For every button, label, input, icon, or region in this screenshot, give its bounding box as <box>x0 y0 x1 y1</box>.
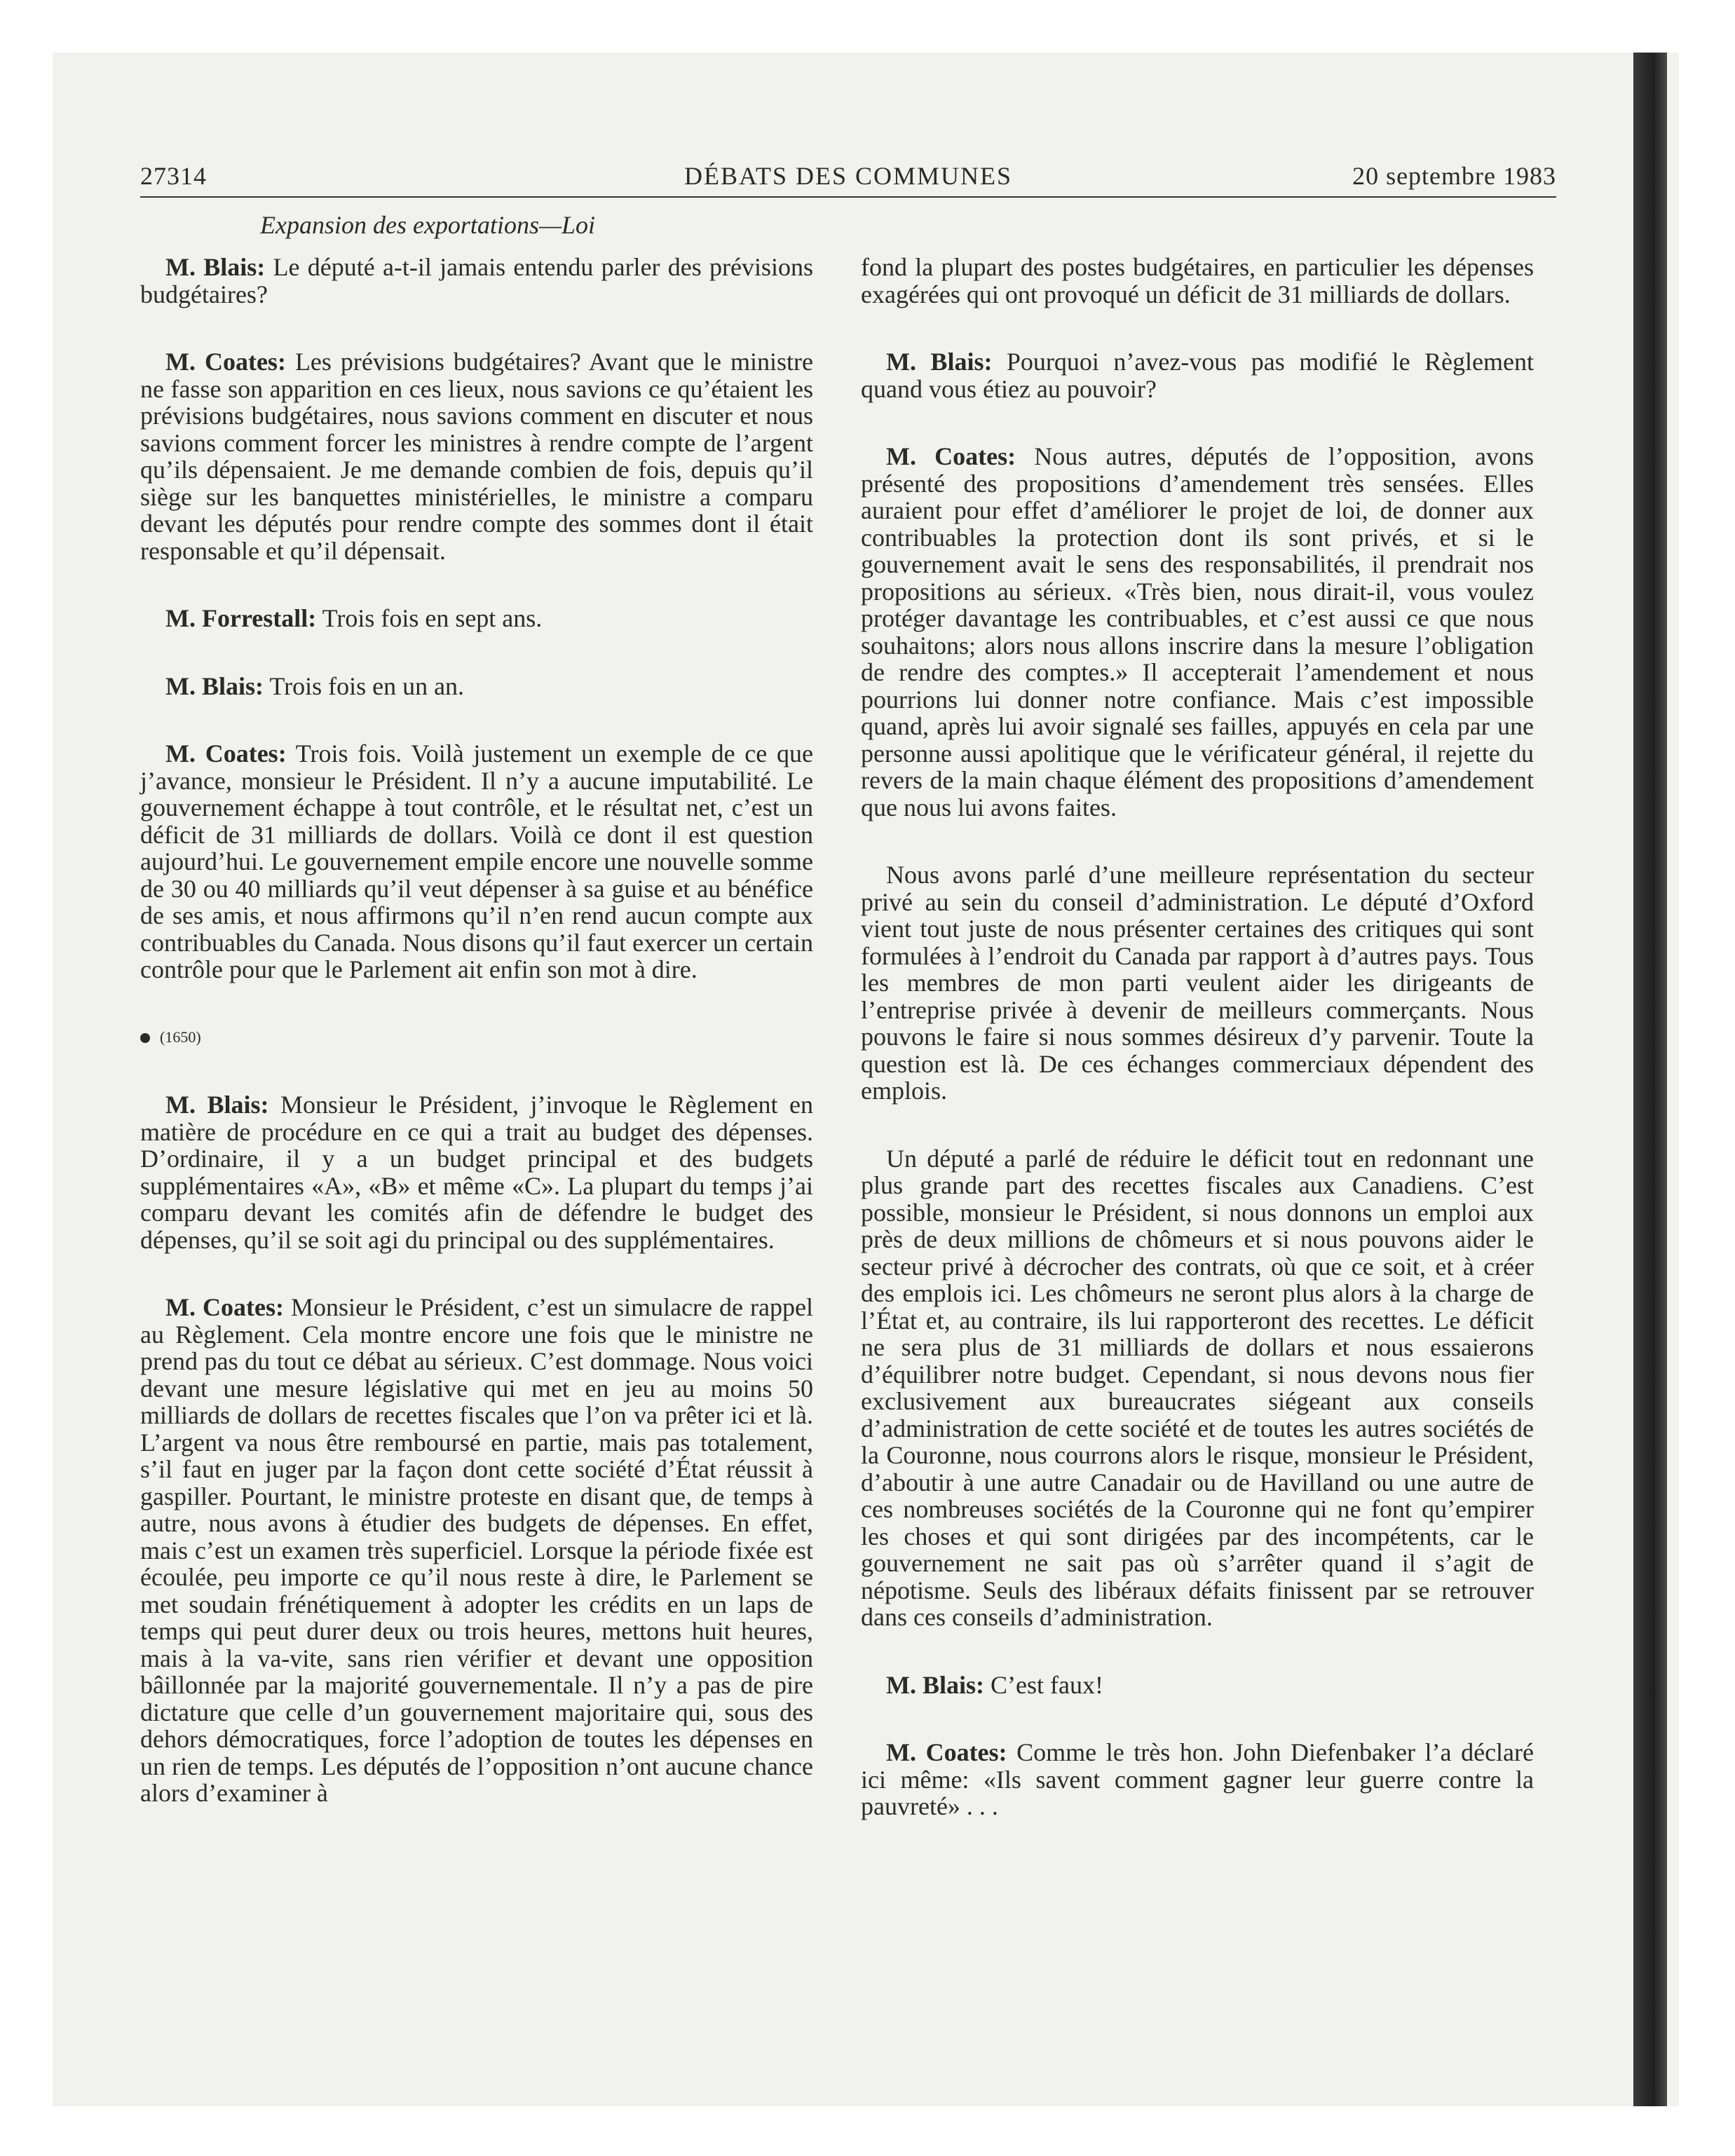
speaker-name: M. Blais: <box>165 253 266 281</box>
speech-text: Un député a parlé de réduire le déficit tout en redonnant une plus grande part des recettes fiscales aux Canadiens. C’est possible, monsieur le Président, si nous donnons un emploi aux près de deux millions de chômeurs et si nous pouvons aider le secteur privé à décrocher des contrats, où que ce soit, et à créer des emplois ici. Les chômeurs ne seront plus alors à la charge de l’État et, au contraire, ils lui rapporteront des recettes. Le déficit ne sera plus de 31 milliards de dollars et nous essaierons d’équilibrer notre budget. Cependant, si nous devons nous fier exclusivement aux bureaucrates siégeant aux conseils d’administration de cette société et de toutes les autres sociétés de la Couronne, nous courrons alors le risque, monsieur le Président, d’aboutir à une autre Canadair ou de Havilland ou une autre de ces nombreuses sociétés de la Couronne qui ne font qu’empirer les choses et qui sont dirigées par des incompétents, car le gouvernement ne sait pas où s’arrêter quand il s’agit de népotisme. Seuls des libéraux défaits finissent par se retrouver dans ces conseils d’administration. <box>861 1144 1534 1631</box>
speaker-name: M. Blais: <box>886 348 993 376</box>
time-marker <box>140 1024 813 1051</box>
speech-text: Les prévisions budgétaires? Avant que le ministre ne fasse son apparition en ces lieux, nous savions ce qu’étaient les prévisions budgétaires, nous savions comment en discuter et nous savions comment forcer les ministres à rendre compte de l’argent qu’ils dépensaient. Je me demande combien de fois, depuis qu’il siège sur les banquettes ministérielles, le ministre a comparu devant les députés pour rendre compte des sommes dont il était responsable et qu’il dépensait. <box>140 348 814 565</box>
speaker-name: M. Forrestall: <box>165 604 317 632</box>
time-marker-text: (1650) <box>160 1028 201 1046</box>
speaker-name: M. Coates: <box>165 1293 284 1321</box>
speech-text: Pourquoi n’avez-vous pas modifié le Règlement quand vous étiez au pouvoir? <box>861 348 1534 403</box>
right-column <box>861 254 1534 1861</box>
speech-paragraph <box>140 740 813 983</box>
speech-text: Nous avons parlé d’une meilleure représentation du secteur privé au sein du conseil d’administration. Le député d’Oxford vient tout juste de nous présenter certaines des critiques qui sont formulées à l’endroit du Canada par rapport à d’autres pays. Tous les membres de mon parti veulent aider les dirigeants de l’entreprise privée à devenir de meilleurs commerçants. Nous pouvons le faire si nous sommes désireux d’y parvenir. Toute la question est là. De ces échanges commerciaux dépendent des emplois. <box>861 861 1534 1105</box>
speech-text: fond la plupart des postes budgétaires, en particulier les dépenses exagérées qui ont provoqué un déficit de 31 milliards de dollars. <box>861 253 1534 308</box>
header-rule <box>140 196 1556 198</box>
speech-text: Comme le très hon. John Diefenbaker l’a déclaré ici même: «Ils savent comment gagner leur guerre contre la pauvreté» . . . <box>861 1738 1534 1820</box>
speaker-name: M. Blais: <box>165 671 264 700</box>
speaker-name: M. Blais: <box>165 1091 269 1119</box>
speech-paragraph <box>140 348 813 564</box>
speech-text: Monsieur le Président, c’est un simulacre de rappel au Règlement. Cela montre encore une fois que le ministre ne prend pas du tout ce débat au sérieux. C’est dommage. Nous voici devant une mesure législative qui met en jeu au moins 50 milliards de dollars de recettes fiscales que l’on va prêter ici et là. L’argent va nous être remboursé en partie, mais pas totalement, s’il faut en juger par la façon dont cette société d’État réussit à gaspiller. Pourtant, le ministre proteste en disant que, de temps à autre, nous avons à étudier des budgets de dépenses. En effet, mais c’est un examen très superficiel. Lorsque la période fixée est écoulée, peu importe ce qu’il nous reste à dire, le Parlement se met soudain frénétiquement à adopter les crédits en un laps de temps qui peut durer deux ou trois heures, mettons huit heures, mais à la va-vite, sans rien vérifier et devant une opposition bâillonnée par la majorité gouvernementale. Il n’y a pas de pire dictature que celle d’un gouvernement majoritaire qui, sous des dehors démocratiques, force l’adoption de toutes les dépenses en un rien de temps. Les députés de l’opposition n’ont aucune chance alors d’examiner à <box>140 1293 813 1807</box>
speech-text: Trois fois en sept ans. <box>322 604 543 632</box>
speech-text: Trois fois en un an. <box>269 671 465 700</box>
journal-title: DÉBATS DES COMMUNES <box>683 162 1013 190</box>
speaker-name: M. Coates: <box>165 739 287 767</box>
speaker-name: M. Blais: <box>886 1670 984 1699</box>
speech-text: Monsieur le Président, j’invoque le Règlement en matière de procédure en ce qui a trait au budget des dépenses. D’ordinaire, il y a un budget principal et des budgets supplémentaires «A», «B» et même «C». La plupart du temps j’ai comparu devant les comités afin de défendre le budget des dépenses, qu’il se soit agi du principal ou des supplémentaires. <box>140 1091 813 1254</box>
speaker-name: M. Coates: <box>165 348 286 376</box>
speech-text: Trois fois. Voilà justement un exemple de ce que j’avance, monsieur le Président. Il n’y a aucune imputabilité. Le gouvernement échappe à tout contrôle, et le résultat net, c’est un déficit de 31 milliards de dollars. Voilà ce dont il est question aujourd’hui. Le gouvernement empile encore une nouvelle somme de 30 ou 40 milliards qu’il veut dépenser à sa guise et au bénéfice de ses amis, et nous affirmons qu’il n’en rend aucun compte aux contribuables du Canada. Nous disons qu’il faut exercer un certain contrôle pour que le Parlement ait enfin son mot à dire. <box>140 739 813 983</box>
issue-date: 20 septembre 1983 <box>1352 162 1556 190</box>
speech-paragraph <box>861 1739 1534 1820</box>
speech-paragraph <box>861 1145 1534 1631</box>
page-header <box>140 161 1556 198</box>
speech-paragraph <box>140 673 813 700</box>
bullet-icon <box>140 1033 150 1043</box>
speech-text: Nous autres, députés de l’opposition, avons présenté des propositions d’amendement très sensées. Elles auraient pour effet d’améliorer le projet de loi, de donner aux contribuables la protection dont ils sont privés, et si le gouvernement avait le sens des responsabilités, il prendrait nos propositions au sérieux. «Très bien, nous dirait-il, vous voulez protéger davantage les contribuables, et c’est aussi ce que nous souhaitons; alors nous allons inscrire dans la mesure l’obligation de rendre des comptes.» Il accepterait l’amendement et nous pourrions lui donner notre confiance. Mais c’est impossible quand, après lui avoir signalé ses failles, appuyés en cela par une personne aussi apolitique que le vérificateur général, il rejette du revers de la main chaque élément des propositions d’amendement que nous lui avons faites. <box>861 442 1535 821</box>
speech-paragraph <box>140 254 813 308</box>
speech-paragraph <box>140 605 813 632</box>
section-subtitle: Expansion des exportations—Loi <box>260 211 595 239</box>
speech-paragraph <box>861 254 1534 308</box>
speech-paragraph <box>861 861 1534 1105</box>
binding-edge <box>1633 53 1667 2106</box>
speech-paragraph <box>861 348 1534 402</box>
left-column <box>140 254 813 1848</box>
speaker-name: M. Coates: <box>886 442 1016 470</box>
page-number: 27314 <box>140 162 207 190</box>
speech-text: C’est faux! <box>991 1670 1103 1699</box>
speech-text: Le député a-t-il jamais entendu parler des prévisions budgétaires? <box>140 253 814 308</box>
speech-paragraph <box>140 1294 813 1807</box>
speech-paragraph <box>861 443 1534 821</box>
speaker-name: M. Coates: <box>886 1738 1007 1766</box>
speech-paragraph <box>140 1091 813 1253</box>
speech-paragraph <box>861 1672 1534 1699</box>
